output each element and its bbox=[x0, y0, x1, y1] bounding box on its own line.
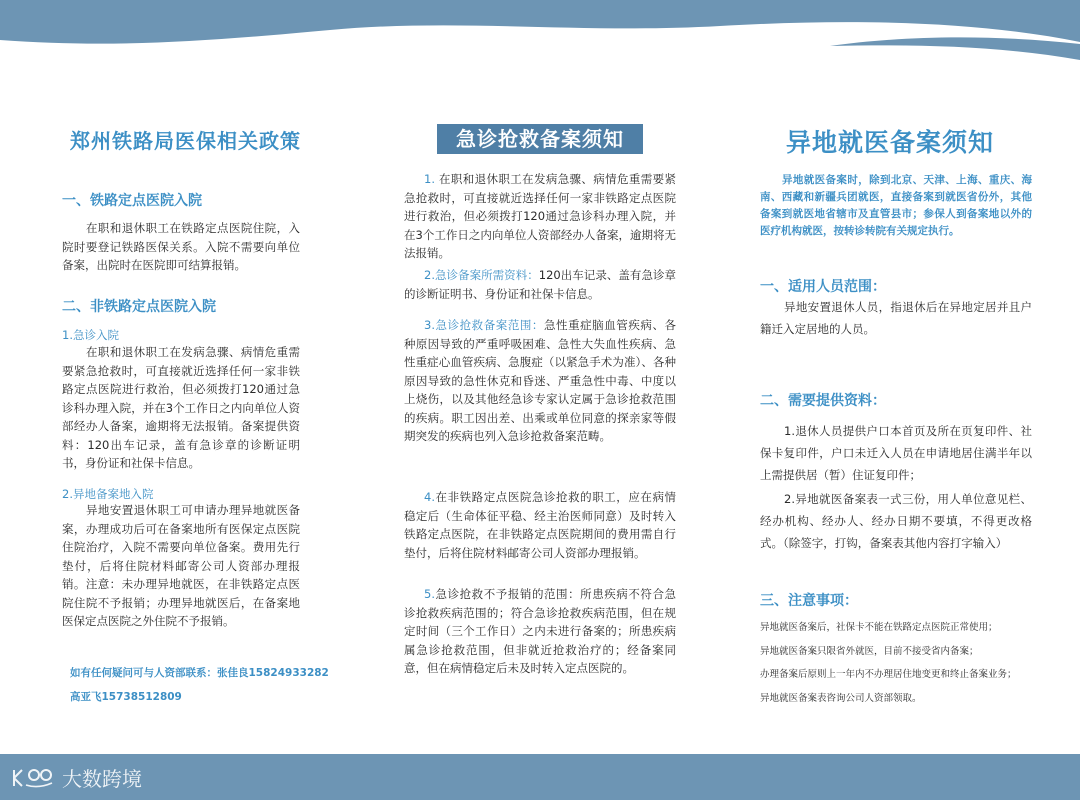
col1-title: 郑州铁路局医保相关政策 bbox=[70, 129, 301, 153]
col2-para3-label: 3.急诊抢救备案范围： bbox=[424, 318, 544, 332]
col3-section3-heading: 三、注意事项： bbox=[760, 593, 858, 609]
col3-intro: 异地就医备案时，除到北京、天津、上海、重庆、海南、西藏和新疆兵团就医，直接备案到就医省份外，其他备案到就医地省辖市及直管县市；参保人到备案地以外的医疗机构就医，按转诊转院有关规定执行。 bbox=[760, 174, 1032, 237]
col2-para4-num: 4. bbox=[424, 490, 435, 504]
col2-para2 bbox=[404, 266, 676, 303]
col1-contact-line2: 高亚飞15738512809 bbox=[70, 691, 182, 703]
col1-emergency-text: 在职和退休职工在发病急骤、病情危重需要紧急抢救时，可直接就近选择任何一家非铁路定点医院进行救治，但必须拨打120通过急诊科办理入院，并在3个工作日之内向单位人资部经办人备案，逾期将无法报销。备案提供资料：120出车记录，盖有急诊章的诊断证明书，身份证和社保卡信息。 bbox=[62, 345, 300, 470]
col3-section1-heading: 一、适用人员范围： bbox=[760, 279, 886, 295]
col3-section2-heading: 二、需要提供资料： bbox=[760, 393, 886, 409]
col2-para5 bbox=[404, 585, 676, 678]
col2-para5-text: 急诊抢救不予报销的范围：所患疾病不符合急诊抢救疾病范围的；符合急诊抢救疾病范围，但在规定时间（三个工作日）之内未进行备案的；所患疾病属急诊抢救范围，但非就近抢救治疗的；经备案同意，但在病情稳定后未及时转入定点医院的。 bbox=[404, 587, 676, 675]
col3-section2-item2: 2.异地就医备案表一式三份，用人单位意见栏、经办机构、经办人、经办日期不要填，不得更改格式。（除签字，打钩，备案表其他内容打字输入） bbox=[760, 492, 1032, 550]
col3-title: 异地就医备案须知 bbox=[786, 128, 995, 157]
col3-note-item: 办理备案后原则上一年内不办理居住地变更和终止备案业务； bbox=[760, 669, 1017, 680]
col2-para4 bbox=[404, 488, 676, 562]
col1-sub-remote: 2.异地备案地入院 bbox=[62, 487, 154, 501]
col2-para3 bbox=[404, 316, 676, 446]
col1-section1-text: 在职和退休职工在铁路定点医院住院，入院时要登记铁路医保关系。入院不需要向单位备案，出院时在医院即可结算报销。 bbox=[62, 221, 300, 272]
col1-section1-heading: 一、铁路定点医院入院 bbox=[62, 193, 202, 209]
col3-notes-list bbox=[760, 616, 1050, 710]
top-wave-decoration bbox=[0, 0, 1080, 70]
col2-para4-text: 在非铁路定点医院急诊抢救的职工，应在病情稳定后（生命体征平稳、经主治医师同意）及时转入铁路定点医院，在非铁路定点医院期间的费用需自行垫付，后将住院材料邮寄公司人资部办理报销。 bbox=[404, 490, 676, 560]
col2-para1-text: 在职和退休职工在发病急骤、病情危重需要紧急抢救时，可直接就近选择任何一家非铁路定点医院进行救治，但必须拨打120通过急诊科办理入院，并在3个工作日之内向单位人资部经办人备案，逾期将无法报销。 bbox=[404, 172, 677, 260]
col2-para1-num: 1. bbox=[424, 172, 435, 186]
col3-section2-item1: 1.退休人员提供户口本首页及所在页复印件、社保卡复印件，户口未迁入人员在申请地居住满半年以上需提供居（暂）住证复印件； bbox=[760, 424, 1032, 482]
watermark bbox=[10, 763, 142, 792]
col1-section2-heading: 二、非铁路定点医院入院 bbox=[62, 299, 216, 315]
footer-bar bbox=[0, 754, 1080, 800]
col1-remote-text: 异地安置退休职工可申请办理异地就医备案，办理成功后可在备案地所有医保定点医院住院治疗，入院不需要向单位备案。费用先行垫付，后将住院材料邮寄公司人资部办理报销。注意：未办理异地就医，在非铁路定点医院住院不予报销；办理异地就医后，在备案地医保定点医院之外住院不予报销。 bbox=[62, 503, 300, 628]
col1-contact-line1: 如有任何疑问可与人资部联系：张佳良15824933282 bbox=[70, 667, 329, 679]
col2-para5-num: 5. bbox=[424, 587, 435, 601]
col2-para2-label: 2.急诊备案所需资料： bbox=[424, 268, 539, 282]
col3-note-item: 异地就医备案表咨询公司人资部领取。 bbox=[760, 692, 922, 704]
col2-para2-text: 120出车记录、盖有急诊章的诊断证明书、身份证和社保卡信息。 bbox=[404, 268, 676, 301]
col1-sub-emergency: 1.急诊入院 bbox=[62, 328, 119, 342]
col3-note-item: 异地就医备案后，社保卡不能在铁路定点医院正常使用； bbox=[760, 622, 998, 633]
col2-title-band: 急诊抢救备案须知 bbox=[437, 124, 643, 154]
col3-section1-text: 异地安置退休人员，指退休后在异地定居并且户籍迁入定居地的人员。 bbox=[760, 300, 1032, 336]
watermark-logo-icon bbox=[10, 767, 56, 789]
col2-para3-text: 急性重症脑血管疾病、各种原因导致的严重呼吸困难、急性大失血性疾病、急性重症心血管疾病、急腹症（以紧急手术为准）、各种原因导致的急性休克和昏迷、严重急性中毒、中度以上烧伤，以及其他经急诊专家认定属于急诊抢救范围的疾病。职工因出差、出乘或单位同意的探亲家等假期突发的疾病也列入急诊抢救备案范畴。 bbox=[404, 318, 676, 443]
watermark-text: 大数跨境 bbox=[62, 767, 142, 791]
col2-para1 bbox=[404, 170, 676, 263]
col3-note-item: 异地就医备案只限省外就医，目前不接受省内备案； bbox=[760, 645, 979, 657]
